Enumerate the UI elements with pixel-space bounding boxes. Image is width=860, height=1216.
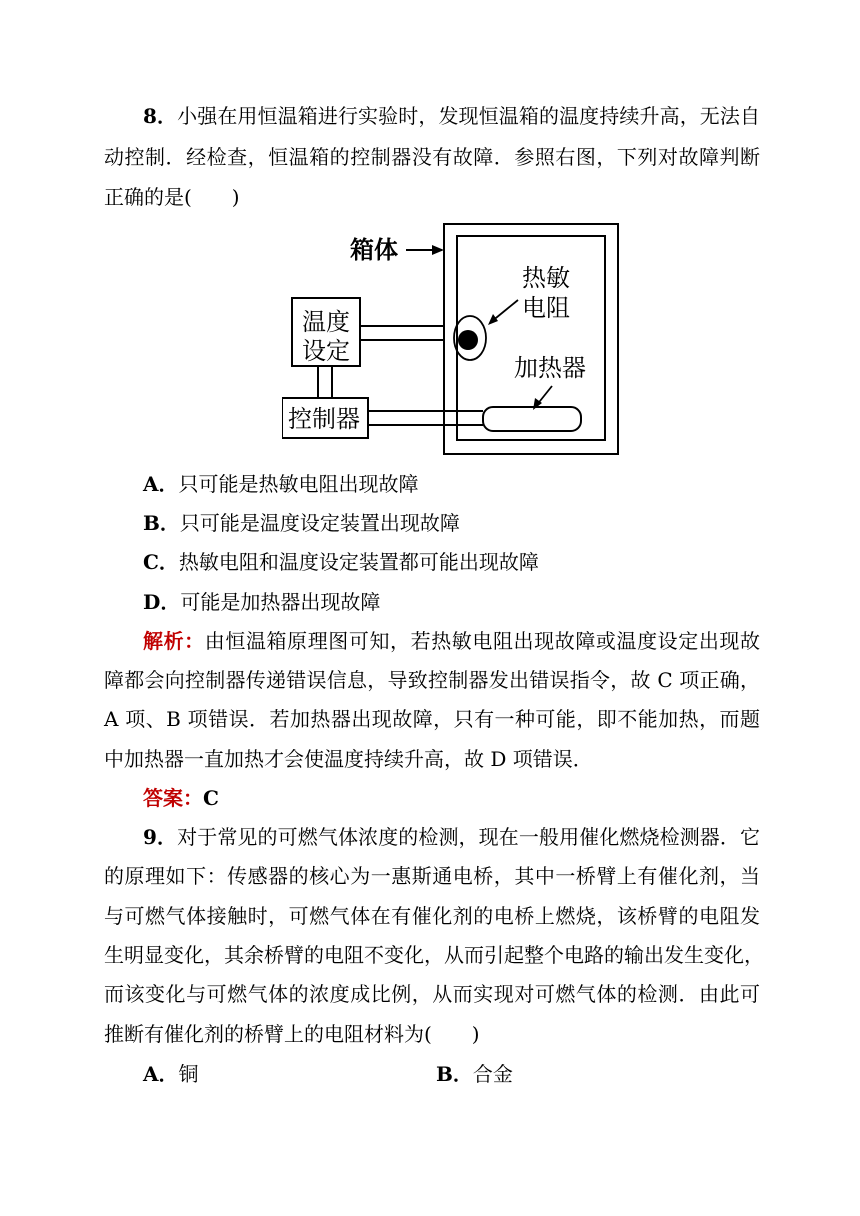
temp-label-1: 温度 <box>302 308 350 336</box>
analysis-text-1: 由恒温箱原理图可知，若热敏电阻出现故障或温度设定出现故 <box>204 629 761 653</box>
q8-option-c-letter: C． <box>143 550 179 574</box>
controller-label: 控制器 <box>288 405 360 433</box>
q8-line-2: 动控制．经检查，恒温箱的控制器没有故障．参照右图，下列对故障判断 <box>104 145 760 169</box>
q8-option-d-text: 可能是加热器出现故障 <box>180 590 381 614</box>
q9-line-3: 与可燃气体接触时，可燃气体在有催化剂的电桥上燃烧，该桥臂的电阻发 <box>104 904 760 928</box>
temp-label-2: 设定 <box>302 337 350 365</box>
thermistor-label-2: 电阻 <box>522 294 570 322</box>
heater-label: 加热器 <box>514 354 586 382</box>
analysis-line-1 <box>143 628 760 654</box>
box-label: 箱体 <box>350 236 398 264</box>
thermostat-diagram <box>282 222 622 458</box>
thermostat-diagram-svg <box>282 222 622 458</box>
q9-option-b <box>436 1061 736 1087</box>
q8-option-b-text: 只可能是温度设定装置出现故障 <box>179 511 460 535</box>
q9-line-5: 而该变化与可燃气体的浓度成比例，从而实现对可燃气体的检测．由此可 <box>104 982 760 1006</box>
q8-option-d-letter: D． <box>143 590 181 614</box>
q8-option-c <box>143 549 799 575</box>
q9-line-2: 的原理如下：传感器的核心为一惠斯通电桥，其中一桥臂上有催化剂，当 <box>104 864 760 888</box>
analysis-line-4: 中加热器一直加热才会使温度持续升高，故 D 项错误． <box>104 747 593 771</box>
q9-option-a <box>143 1061 443 1087</box>
q8-text-1: 小强在用恒温箱进行实验时，发现恒温箱的温度持续升高，无法自 <box>177 104 760 128</box>
q8-option-a-text: 只可能是热敏电阻出现故障 <box>178 472 419 496</box>
q9-option-b-text: 合金 <box>472 1062 513 1086</box>
answer-label: 答案： <box>143 786 203 810</box>
analysis-line-2: 障都会向控制器传递错误信息，导致控制器发出错误指令，故 C 项正确， <box>104 668 760 692</box>
q9-option-a-letter: A． <box>143 1062 179 1086</box>
q9-option-b-letter: B． <box>436 1062 473 1086</box>
q8-option-d <box>143 589 799 615</box>
q9-line-1 <box>143 824 760 850</box>
q9-text-1: 对于常见的可燃气体浓度的检测，现在一般用催化燃烧检测器．它 <box>177 825 760 849</box>
q8-option-a <box>143 471 799 497</box>
box-arrow-head <box>432 245 444 255</box>
heater-element <box>483 407 581 431</box>
thermistor-pointer-head <box>488 314 498 325</box>
q9-number: 9． <box>143 825 178 849</box>
q8-option-a-letter: A． <box>143 472 179 496</box>
q8-line-3: 正确的是( ) <box>104 185 240 209</box>
q9-line-6: 推断有催化剂的桥臂上的电阻材料为( ) <box>104 1022 480 1046</box>
answer-value: C <box>203 786 219 810</box>
answer-line <box>143 785 799 811</box>
thermistor-label-1: 热敏 <box>522 264 570 292</box>
q8-number: 8． <box>143 104 178 128</box>
analysis-line-3: A 项、B 项错误．若加热器出现故障，只有一种可能，即不能加热，而题 <box>104 707 760 731</box>
q8-option-c-text: 热敏电阻和温度设定装置都可能出现故障 <box>178 550 539 574</box>
analysis-label: 解析： <box>143 629 205 653</box>
thermistor-dot <box>458 330 478 350</box>
q8-option-b-letter: B． <box>143 511 180 535</box>
q8-line-1 <box>143 103 760 129</box>
q9-option-a-text: 铜 <box>178 1062 199 1086</box>
q8-option-b <box>143 510 799 536</box>
q9-line-4: 生明显变化，其余桥臂的电阻不变化，从而引起整个电路的输出发生变化， <box>104 943 764 967</box>
